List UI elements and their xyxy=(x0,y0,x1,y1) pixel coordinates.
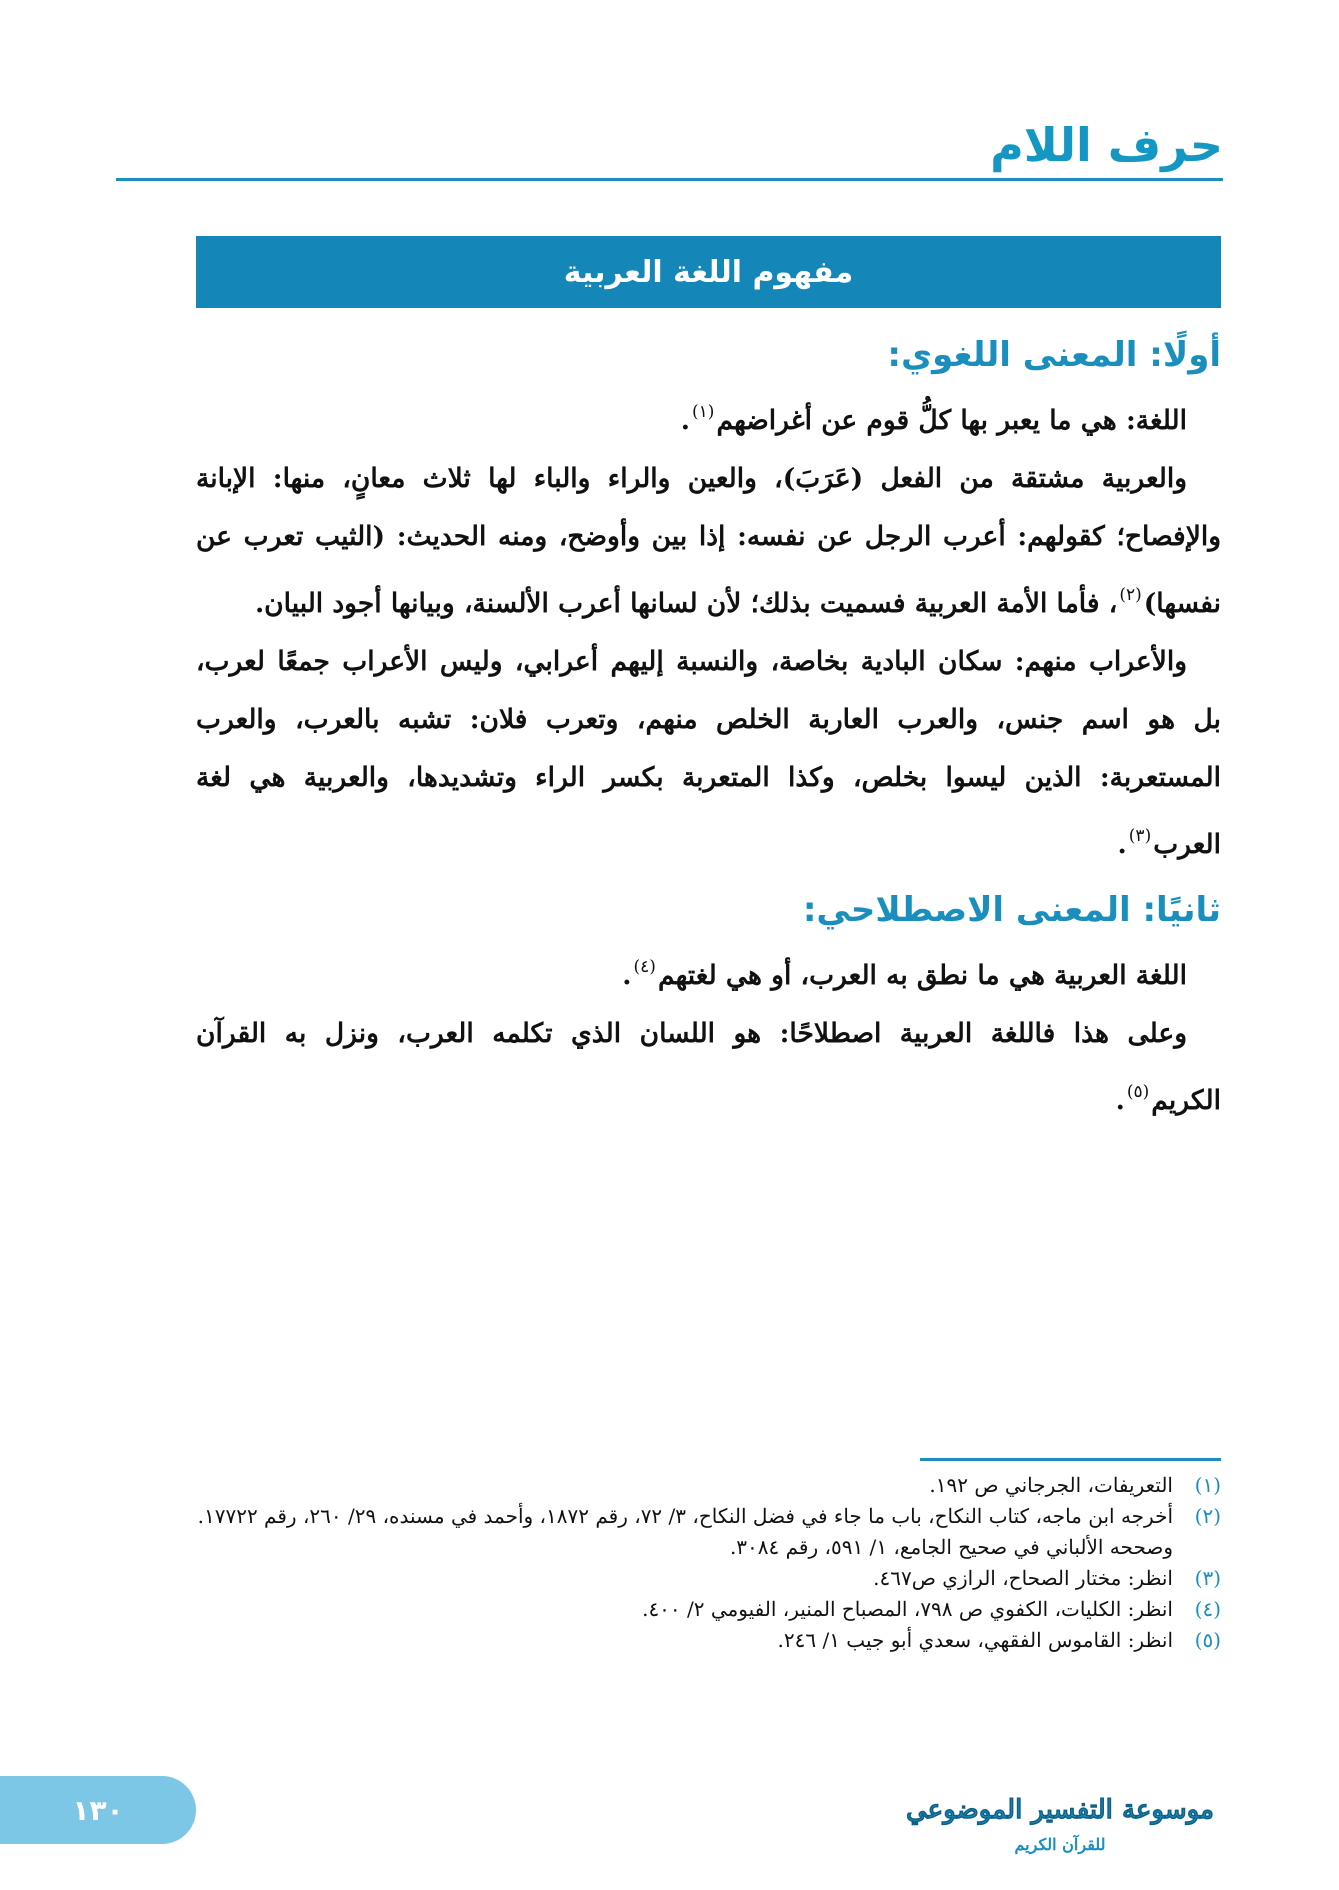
paragraph-text: اللغة العربية هي ما نطق به العرب، أو هي لغتهم xyxy=(657,960,1187,991)
footnote-number: (٥) xyxy=(1194,1628,1221,1652)
paragraph xyxy=(196,633,1221,874)
footnote-ref[interactable]: (١) xyxy=(692,402,715,422)
footnote-item xyxy=(196,1594,1221,1625)
spacer xyxy=(196,874,1221,890)
footnotes xyxy=(196,1470,1221,1656)
footnote-text: انظر: القاموس الفقهي، سعدي أبو جيب ١/ ٢٤٦. xyxy=(777,1628,1173,1652)
paragraph-tail: . xyxy=(680,405,691,436)
paragraph-text: اللغة: هي ما يعبر بها كلُّ قوم عن أغراضهم xyxy=(716,405,1187,436)
paragraph xyxy=(196,938,1221,1005)
paragraph-text: والعربية مشتقة من الفعل (عَرَبَ)، والعين والراء والباء لها ثلاث معانٍ، منها: الإبانة والإفصاح؛ كقولهم: أعرب الرجل عن نفسه: إذا بين وأوضح، ومنه الحديث: (الثيب تعرب عن نفسها) xyxy=(196,463,1221,619)
footnote-ref[interactable]: (٥) xyxy=(1126,1082,1150,1102)
header-rule xyxy=(116,178,1223,181)
footnote-ref[interactable]: (٤) xyxy=(633,957,656,977)
footnote-text: أخرجه ابن ماجه، كتاب النكاح، باب ما جاء في فضل النكاح، ٣/ ٧٢، رقم ١٨٧٢، وأحمد في مسنده، ٢٩/ ٢٦٠، رقم ١٧٧٢٢. xyxy=(197,1504,1173,1528)
footnote-item xyxy=(196,1501,1221,1532)
section-heading-linguistic: أولًا: المعنى اللغوي: xyxy=(887,335,1221,375)
footnote-text: انظر: مختار الصحاح، الرازي ص٤٦٧. xyxy=(873,1566,1173,1590)
paragraph xyxy=(196,383,1221,450)
logo-main-text: موسوعة التفسير الموضوعي xyxy=(906,1795,1214,1825)
footnote-item xyxy=(196,1625,1221,1656)
logo-sub-text: للقرآن الكريم xyxy=(1014,1835,1106,1854)
footnote-text: وصححه الألباني في صحيح الجامع، ١/ ٥٩١، رقم ٣٠٨٤. xyxy=(729,1535,1173,1559)
footnote-ref[interactable]: (٢) xyxy=(1119,585,1142,605)
footnote-number: (٢) xyxy=(1194,1504,1221,1528)
footnote-rule xyxy=(920,1458,1221,1461)
running-head: حرف اللام xyxy=(990,118,1223,172)
footnote-number: (٣) xyxy=(1194,1566,1221,1590)
chapter-title: مفهوم اللغة العربية xyxy=(563,254,854,290)
footnote-item xyxy=(196,1563,1221,1594)
paragraph-text: والأعراب منهم: سكان البادية بخاصة، والنسبة إليهم أعرابي، وليس الأعراب جمعًا لعرب، بل هو اسم جنس، والعرب العاربة الخلص منهم، وتعرب فلان: تشبه بالعرب، والعرب المستعربة: الذين ليسوا بخلص، وكذا المتعربة بكسر الراء وتشديدها، والعربية هي لغة العرب xyxy=(196,646,1221,860)
footnote-text: انظر: الكليات، الكفوي ص ٧٩٨، المصباح المنير، الفيومي ٢/ ٤٠٠. xyxy=(642,1597,1173,1621)
calligraphy-logo-icon xyxy=(900,1772,1220,1862)
paragraph-tail: . xyxy=(1117,829,1127,860)
paragraph-tail: ، فأما الأمة العربية فسميت بذلك؛ لأن لسانها أعرب الألسنة، وبيانها أجود البيان. xyxy=(254,588,1118,619)
footnote-text: التعريفات، الجرجاني ص ١٩٢. xyxy=(929,1473,1173,1497)
page-number: ١٣٠ xyxy=(72,1793,124,1827)
paragraph-text: وعلى هذا فاللغة العربية اصطلاحًا: هو اللسان الذي تكلمه العرب، ونزل به القرآن الكريم xyxy=(196,1018,1221,1116)
footnote-number: (١) xyxy=(1194,1473,1221,1497)
paragraph-tail: . xyxy=(622,960,632,991)
footnote-item xyxy=(196,1470,1221,1501)
chapter-title-bar xyxy=(196,236,1221,308)
paragraph xyxy=(196,1005,1221,1130)
footnote-number: (٤) xyxy=(1194,1597,1221,1621)
encyclopedia-logo xyxy=(900,1772,1220,1862)
footnote-ref[interactable]: (٣) xyxy=(1128,826,1152,846)
main-content xyxy=(196,335,1221,1130)
footnote-continuation xyxy=(196,1532,1221,1563)
section-heading-terminological: ثانيًا: المعنى الاصطلاحي: xyxy=(802,890,1221,930)
page-number-tab xyxy=(0,1776,196,1844)
paragraph-tail: . xyxy=(1115,1085,1125,1116)
paragraph xyxy=(196,450,1221,633)
